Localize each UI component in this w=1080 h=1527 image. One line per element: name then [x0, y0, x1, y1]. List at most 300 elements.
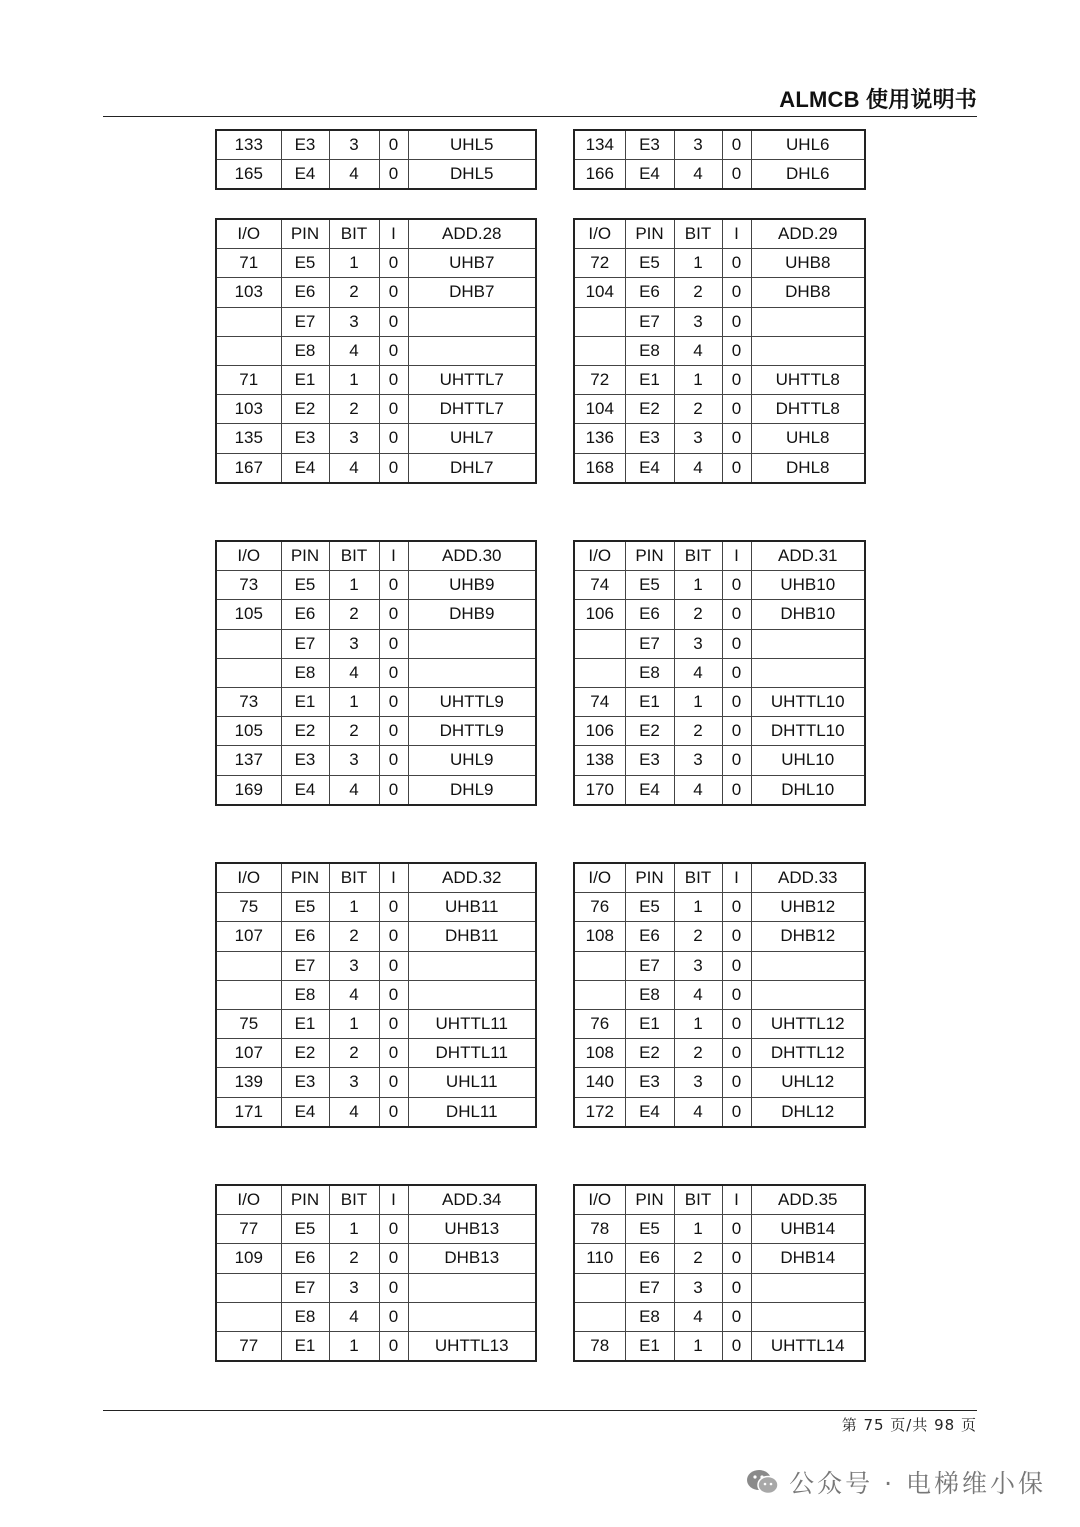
table-row — [574, 629, 865, 658]
table-cell: ADD.29 — [751, 219, 865, 249]
table-cell: 0 — [379, 1302, 408, 1331]
page-title: ALMCB 使用说明书 — [779, 87, 977, 112]
table-cell: PIN — [625, 541, 674, 571]
table-cell: 0 — [722, 1244, 751, 1273]
table-cell: DHL8 — [751, 453, 865, 483]
table-cell: E1 — [625, 687, 674, 716]
table-cell: E6 — [625, 278, 674, 307]
table-cell: I/O — [574, 863, 625, 893]
table-cell: E8 — [281, 1302, 329, 1331]
table-cell: E3 — [281, 130, 329, 160]
table-cell: 0 — [379, 629, 408, 658]
table-cell: 0 — [379, 160, 408, 190]
table-cell — [408, 980, 536, 1009]
table-cell: 2 — [674, 1039, 722, 1068]
table-cell: 0 — [722, 746, 751, 775]
table-cell: 75 — [216, 893, 281, 922]
table-cell: 2 — [674, 395, 722, 424]
table-row — [574, 249, 865, 278]
table-row — [216, 1097, 536, 1127]
table-cell: I/O — [574, 1185, 625, 1215]
table-cell: 3 — [329, 424, 379, 453]
table-cell: 0 — [722, 307, 751, 336]
table-row — [216, 307, 536, 336]
table-cell: 0 — [722, 278, 751, 307]
table-row — [216, 1039, 536, 1068]
table-cell: E6 — [625, 922, 674, 951]
io-table — [215, 862, 537, 1128]
table-cell: DHL7 — [408, 453, 536, 483]
table-cell: 2 — [329, 395, 379, 424]
table-cell: 0 — [379, 1009, 408, 1038]
table-cell: E7 — [281, 951, 329, 980]
table-cell: 0 — [379, 1039, 408, 1068]
table-cell: 2 — [329, 1244, 379, 1273]
table-cell: E3 — [625, 1068, 674, 1097]
table-cell: E7 — [625, 951, 674, 980]
table-row — [216, 863, 536, 893]
table-cell — [408, 307, 536, 336]
table-cell: E5 — [281, 893, 329, 922]
table-cell: DHB8 — [751, 278, 865, 307]
table-row — [574, 922, 865, 951]
table-cell — [574, 1302, 625, 1331]
table-cell: E4 — [281, 160, 329, 190]
table-cell — [216, 658, 281, 687]
table-row — [216, 658, 536, 687]
table-row — [574, 1097, 865, 1127]
table-cell: BIT — [674, 541, 722, 571]
table-cell: 4 — [329, 336, 379, 365]
table-cell: PIN — [625, 219, 674, 249]
table-cell: 0 — [722, 453, 751, 483]
table-cell: 105 — [216, 717, 281, 746]
table-row — [574, 1244, 865, 1273]
table-cell: DHL12 — [751, 1097, 865, 1127]
table-cell: DHTTL8 — [751, 395, 865, 424]
table-row — [574, 1302, 865, 1331]
table-cell: 2 — [674, 600, 722, 629]
table-cell: 4 — [674, 1097, 722, 1127]
table-cell: E7 — [281, 307, 329, 336]
table-cell: I — [379, 541, 408, 571]
table-cell: 0 — [379, 658, 408, 687]
table-cell: 0 — [722, 1302, 751, 1331]
io-table — [573, 129, 866, 190]
table-cell: I/O — [216, 541, 281, 571]
table-cell: 4 — [674, 1302, 722, 1331]
table-row — [216, 1273, 536, 1302]
table-cell: DHB7 — [408, 278, 536, 307]
table-cell — [751, 1273, 865, 1302]
table-cell: E5 — [281, 571, 329, 600]
table-row — [574, 453, 865, 483]
table-cell: 0 — [722, 365, 751, 394]
table-cell: 2 — [674, 922, 722, 951]
table-cell: E8 — [625, 1302, 674, 1331]
table-cell: 0 — [722, 424, 751, 453]
table-cell: 1 — [674, 893, 722, 922]
table-cell: 0 — [722, 336, 751, 365]
table-cell: 137 — [216, 746, 281, 775]
table-cell: 0 — [379, 893, 408, 922]
table-cell: 1 — [329, 249, 379, 278]
table-row — [574, 1185, 865, 1215]
table-row — [574, 1273, 865, 1302]
table-cell: 4 — [329, 658, 379, 687]
wechat-icon — [745, 1468, 781, 1496]
table-cell: 0 — [379, 600, 408, 629]
table-cell: 0 — [379, 307, 408, 336]
table-cell: ADD.34 — [408, 1185, 536, 1215]
table-cell: E7 — [625, 629, 674, 658]
table-cell: 0 — [722, 687, 751, 716]
table-cell: BIT — [329, 863, 379, 893]
table-cell: UHL6 — [751, 130, 865, 160]
table-cell: E5 — [625, 249, 674, 278]
table-cell: E7 — [281, 629, 329, 658]
table-cell: 72 — [574, 365, 625, 394]
table-row — [216, 1068, 536, 1097]
table-cell: 103 — [216, 278, 281, 307]
table-cell: ADD.28 — [408, 219, 536, 249]
table-cell: 1 — [329, 571, 379, 600]
table-cell: 4 — [674, 658, 722, 687]
table-cell: 74 — [574, 571, 625, 600]
table-cell: 73 — [216, 687, 281, 716]
table-row — [574, 219, 865, 249]
table-cell: 171 — [216, 1097, 281, 1127]
table-cell: 0 — [379, 278, 408, 307]
table-cell: UHL12 — [751, 1068, 865, 1097]
table-cell: 4 — [329, 160, 379, 190]
table-cell: I — [722, 863, 751, 893]
table-row — [574, 1331, 865, 1361]
table-cell: I/O — [216, 863, 281, 893]
table-cell: E4 — [625, 453, 674, 483]
table-cell — [216, 629, 281, 658]
table-row — [216, 541, 536, 571]
table-cell: E8 — [281, 658, 329, 687]
table-cell: 104 — [574, 395, 625, 424]
table-row — [574, 600, 865, 629]
table-row — [216, 1244, 536, 1273]
table-cell: PIN — [281, 1185, 329, 1215]
table-cell: 0 — [722, 629, 751, 658]
watermark-text: 公众号 · 电梯维小保 — [789, 1469, 1046, 1498]
table-cell: 76 — [574, 893, 625, 922]
table-cell: UHTTL13 — [408, 1331, 536, 1361]
table-cell: 0 — [379, 1097, 408, 1127]
table-cell: E6 — [281, 922, 329, 951]
table-cell: UHL8 — [751, 424, 865, 453]
table-cell — [216, 336, 281, 365]
table-cell: DHL10 — [751, 775, 865, 805]
table-cell: E6 — [281, 278, 329, 307]
table-cell: UHB8 — [751, 249, 865, 278]
table-cell — [408, 658, 536, 687]
io-table — [215, 129, 537, 190]
table-cell: 3 — [674, 951, 722, 980]
table-cell: I — [722, 219, 751, 249]
table-cell: 0 — [722, 571, 751, 600]
table-cell: 104 — [574, 278, 625, 307]
table-row — [216, 775, 536, 805]
table-cell: I — [379, 1185, 408, 1215]
table-cell: I/O — [216, 219, 281, 249]
table-row — [574, 424, 865, 453]
table-cell: PIN — [281, 219, 329, 249]
table-cell: 4 — [674, 775, 722, 805]
table-cell: 3 — [674, 1068, 722, 1097]
table-cell: 1 — [329, 1009, 379, 1038]
table-cell: BIT — [674, 863, 722, 893]
table-cell: 0 — [722, 922, 751, 951]
table-cell: 1 — [329, 687, 379, 716]
table-cell: 1 — [329, 365, 379, 394]
table-row — [216, 395, 536, 424]
table-cell: E5 — [281, 1215, 329, 1244]
table-cell: E2 — [625, 1039, 674, 1068]
table-cell: PIN — [281, 863, 329, 893]
table-cell — [574, 951, 625, 980]
table-cell: 140 — [574, 1068, 625, 1097]
table-cell: E3 — [625, 424, 674, 453]
table-cell: E1 — [281, 1009, 329, 1038]
table-cell — [574, 1273, 625, 1302]
table-cell: 0 — [379, 571, 408, 600]
table-cell: 3 — [674, 1273, 722, 1302]
table-cell — [408, 951, 536, 980]
table-cell: 4 — [674, 160, 722, 190]
table-cell: 106 — [574, 717, 625, 746]
table-cell: BIT — [329, 1185, 379, 1215]
io-table — [573, 218, 866, 484]
table-cell: 106 — [574, 600, 625, 629]
table-cell: 0 — [722, 980, 751, 1009]
table-row — [216, 980, 536, 1009]
table-cell: DHL11 — [408, 1097, 536, 1127]
table-cell: E8 — [625, 658, 674, 687]
table-cell: DHB9 — [408, 600, 536, 629]
table-cell: E2 — [625, 395, 674, 424]
table-cell: E8 — [281, 336, 329, 365]
table-cell: E6 — [281, 1244, 329, 1273]
table-cell: E7 — [625, 307, 674, 336]
table-row — [216, 160, 536, 190]
table-cell: DHTTL11 — [408, 1039, 536, 1068]
table-cell: E5 — [625, 571, 674, 600]
table-cell — [216, 951, 281, 980]
table-cell: E4 — [281, 453, 329, 483]
table-cell: 2 — [674, 1244, 722, 1273]
table-row — [574, 775, 865, 805]
table-cell: UHTTL12 — [751, 1009, 865, 1038]
table-cell: UHL9 — [408, 746, 536, 775]
table-cell: UHTTL7 — [408, 365, 536, 394]
table-cell: 0 — [722, 658, 751, 687]
table-cell — [574, 980, 625, 1009]
table-cell: 0 — [379, 746, 408, 775]
table-cell: 0 — [722, 951, 751, 980]
table-cell: 167 — [216, 453, 281, 483]
table-cell: 0 — [722, 160, 751, 190]
table-cell: DHL9 — [408, 775, 536, 805]
table-cell: I/O — [216, 1185, 281, 1215]
table-row — [574, 571, 865, 600]
table-cell: 0 — [722, 1009, 751, 1038]
table-cell — [574, 307, 625, 336]
table-cell: 0 — [379, 336, 408, 365]
table-cell: 0 — [379, 951, 408, 980]
table-cell: 0 — [722, 717, 751, 746]
table-cell: UHTTL8 — [751, 365, 865, 394]
table-row — [216, 600, 536, 629]
table-cell: 3 — [329, 746, 379, 775]
table-cell: 1 — [674, 1215, 722, 1244]
table-cell: 0 — [722, 1039, 751, 1068]
table-cell: 0 — [379, 775, 408, 805]
table-cell: 136 — [574, 424, 625, 453]
table-cell: UHTTL10 — [751, 687, 865, 716]
table-row — [574, 717, 865, 746]
table-row — [216, 1331, 536, 1361]
table-cell — [751, 951, 865, 980]
table-cell: 3 — [329, 1273, 379, 1302]
table-row — [574, 863, 865, 893]
table-cell: 172 — [574, 1097, 625, 1127]
table-cell: I — [379, 219, 408, 249]
table-row — [574, 160, 865, 190]
table-cell: BIT — [329, 541, 379, 571]
table-cell: 78 — [574, 1215, 625, 1244]
table-cell: 3 — [674, 629, 722, 658]
table-cell — [408, 1273, 536, 1302]
table-cell: E1 — [281, 1331, 329, 1361]
table-cell: 0 — [722, 1331, 751, 1361]
table-row — [216, 336, 536, 365]
table-cell: DHB13 — [408, 1244, 536, 1273]
table-cell: 0 — [379, 1244, 408, 1273]
table-cell: PIN — [625, 863, 674, 893]
table-cell: 170 — [574, 775, 625, 805]
table-cell: 0 — [379, 365, 408, 394]
table-cell: ADD.33 — [751, 863, 865, 893]
table-cell: I/O — [574, 219, 625, 249]
table-cell: 76 — [574, 1009, 625, 1038]
table-cell: 2 — [329, 600, 379, 629]
table-cell: UHB14 — [751, 1215, 865, 1244]
table-cell: 107 — [216, 922, 281, 951]
footer-divider — [103, 1410, 977, 1411]
table-cell: E1 — [625, 1009, 674, 1038]
table-cell: DHTTL12 — [751, 1039, 865, 1068]
table-cell: 0 — [379, 1215, 408, 1244]
table-cell: E2 — [281, 1039, 329, 1068]
table-cell: 105 — [216, 600, 281, 629]
table-cell: 138 — [574, 746, 625, 775]
table-row — [216, 629, 536, 658]
table-cell: E1 — [281, 365, 329, 394]
table-cell: PIN — [625, 1185, 674, 1215]
table-cell — [751, 307, 865, 336]
table-cell — [751, 629, 865, 658]
io-table — [573, 540, 866, 806]
table-cell: E8 — [625, 336, 674, 365]
table-cell: 73 — [216, 571, 281, 600]
table-cell: 0 — [379, 395, 408, 424]
table-row — [216, 717, 536, 746]
table-cell: 3 — [674, 424, 722, 453]
table-row — [216, 424, 536, 453]
table-cell — [574, 336, 625, 365]
table-cell: 0 — [722, 1215, 751, 1244]
table-cell: ADD.31 — [751, 541, 865, 571]
table-cell: ADD.30 — [408, 541, 536, 571]
table-cell: 77 — [216, 1215, 281, 1244]
table-cell: I/O — [574, 541, 625, 571]
table-row — [574, 687, 865, 716]
table-row — [216, 453, 536, 483]
table-cell: DHL5 — [408, 160, 536, 190]
table-cell: 77 — [216, 1331, 281, 1361]
table-cell: 0 — [379, 130, 408, 160]
table-cell: DHB11 — [408, 922, 536, 951]
table-cell: UHL11 — [408, 1068, 536, 1097]
table-cell: UHL10 — [751, 746, 865, 775]
table-cell: 0 — [722, 893, 751, 922]
table-row — [574, 130, 865, 160]
table-cell: 0 — [379, 687, 408, 716]
table-cell: 0 — [379, 424, 408, 453]
table-cell: 3 — [329, 629, 379, 658]
table-cell: DHTTL7 — [408, 395, 536, 424]
table-row — [216, 746, 536, 775]
table-cell: E4 — [281, 775, 329, 805]
table-cell: BIT — [674, 1185, 722, 1215]
table-cell: UHB9 — [408, 571, 536, 600]
table-row — [216, 130, 536, 160]
header-divider — [103, 116, 977, 117]
page-number: 第 75 页/共 98 页 — [841, 1416, 977, 1434]
table-cell: 169 — [216, 775, 281, 805]
table-cell — [574, 658, 625, 687]
table-cell: E5 — [625, 1215, 674, 1244]
table-cell: BIT — [674, 219, 722, 249]
table-row — [574, 980, 865, 1009]
table-cell — [408, 1302, 536, 1331]
table-cell: 3 — [329, 130, 379, 160]
table-cell: 134 — [574, 130, 625, 160]
table-row — [216, 219, 536, 249]
table-cell: E8 — [281, 980, 329, 1009]
table-cell: 0 — [379, 980, 408, 1009]
table-cell: 0 — [379, 922, 408, 951]
table-row — [216, 687, 536, 716]
table-cell: 133 — [216, 130, 281, 160]
table-cell: E5 — [281, 249, 329, 278]
table-cell: E4 — [625, 775, 674, 805]
table-cell: 2 — [329, 922, 379, 951]
table-cell: 4 — [329, 775, 379, 805]
table-row — [574, 541, 865, 571]
table-cell: 4 — [674, 453, 722, 483]
table-row — [574, 278, 865, 307]
table-cell: 3 — [329, 1068, 379, 1097]
table-cell: 2 — [674, 717, 722, 746]
table-cell: 0 — [722, 600, 751, 629]
table-cell: 107 — [216, 1039, 281, 1068]
